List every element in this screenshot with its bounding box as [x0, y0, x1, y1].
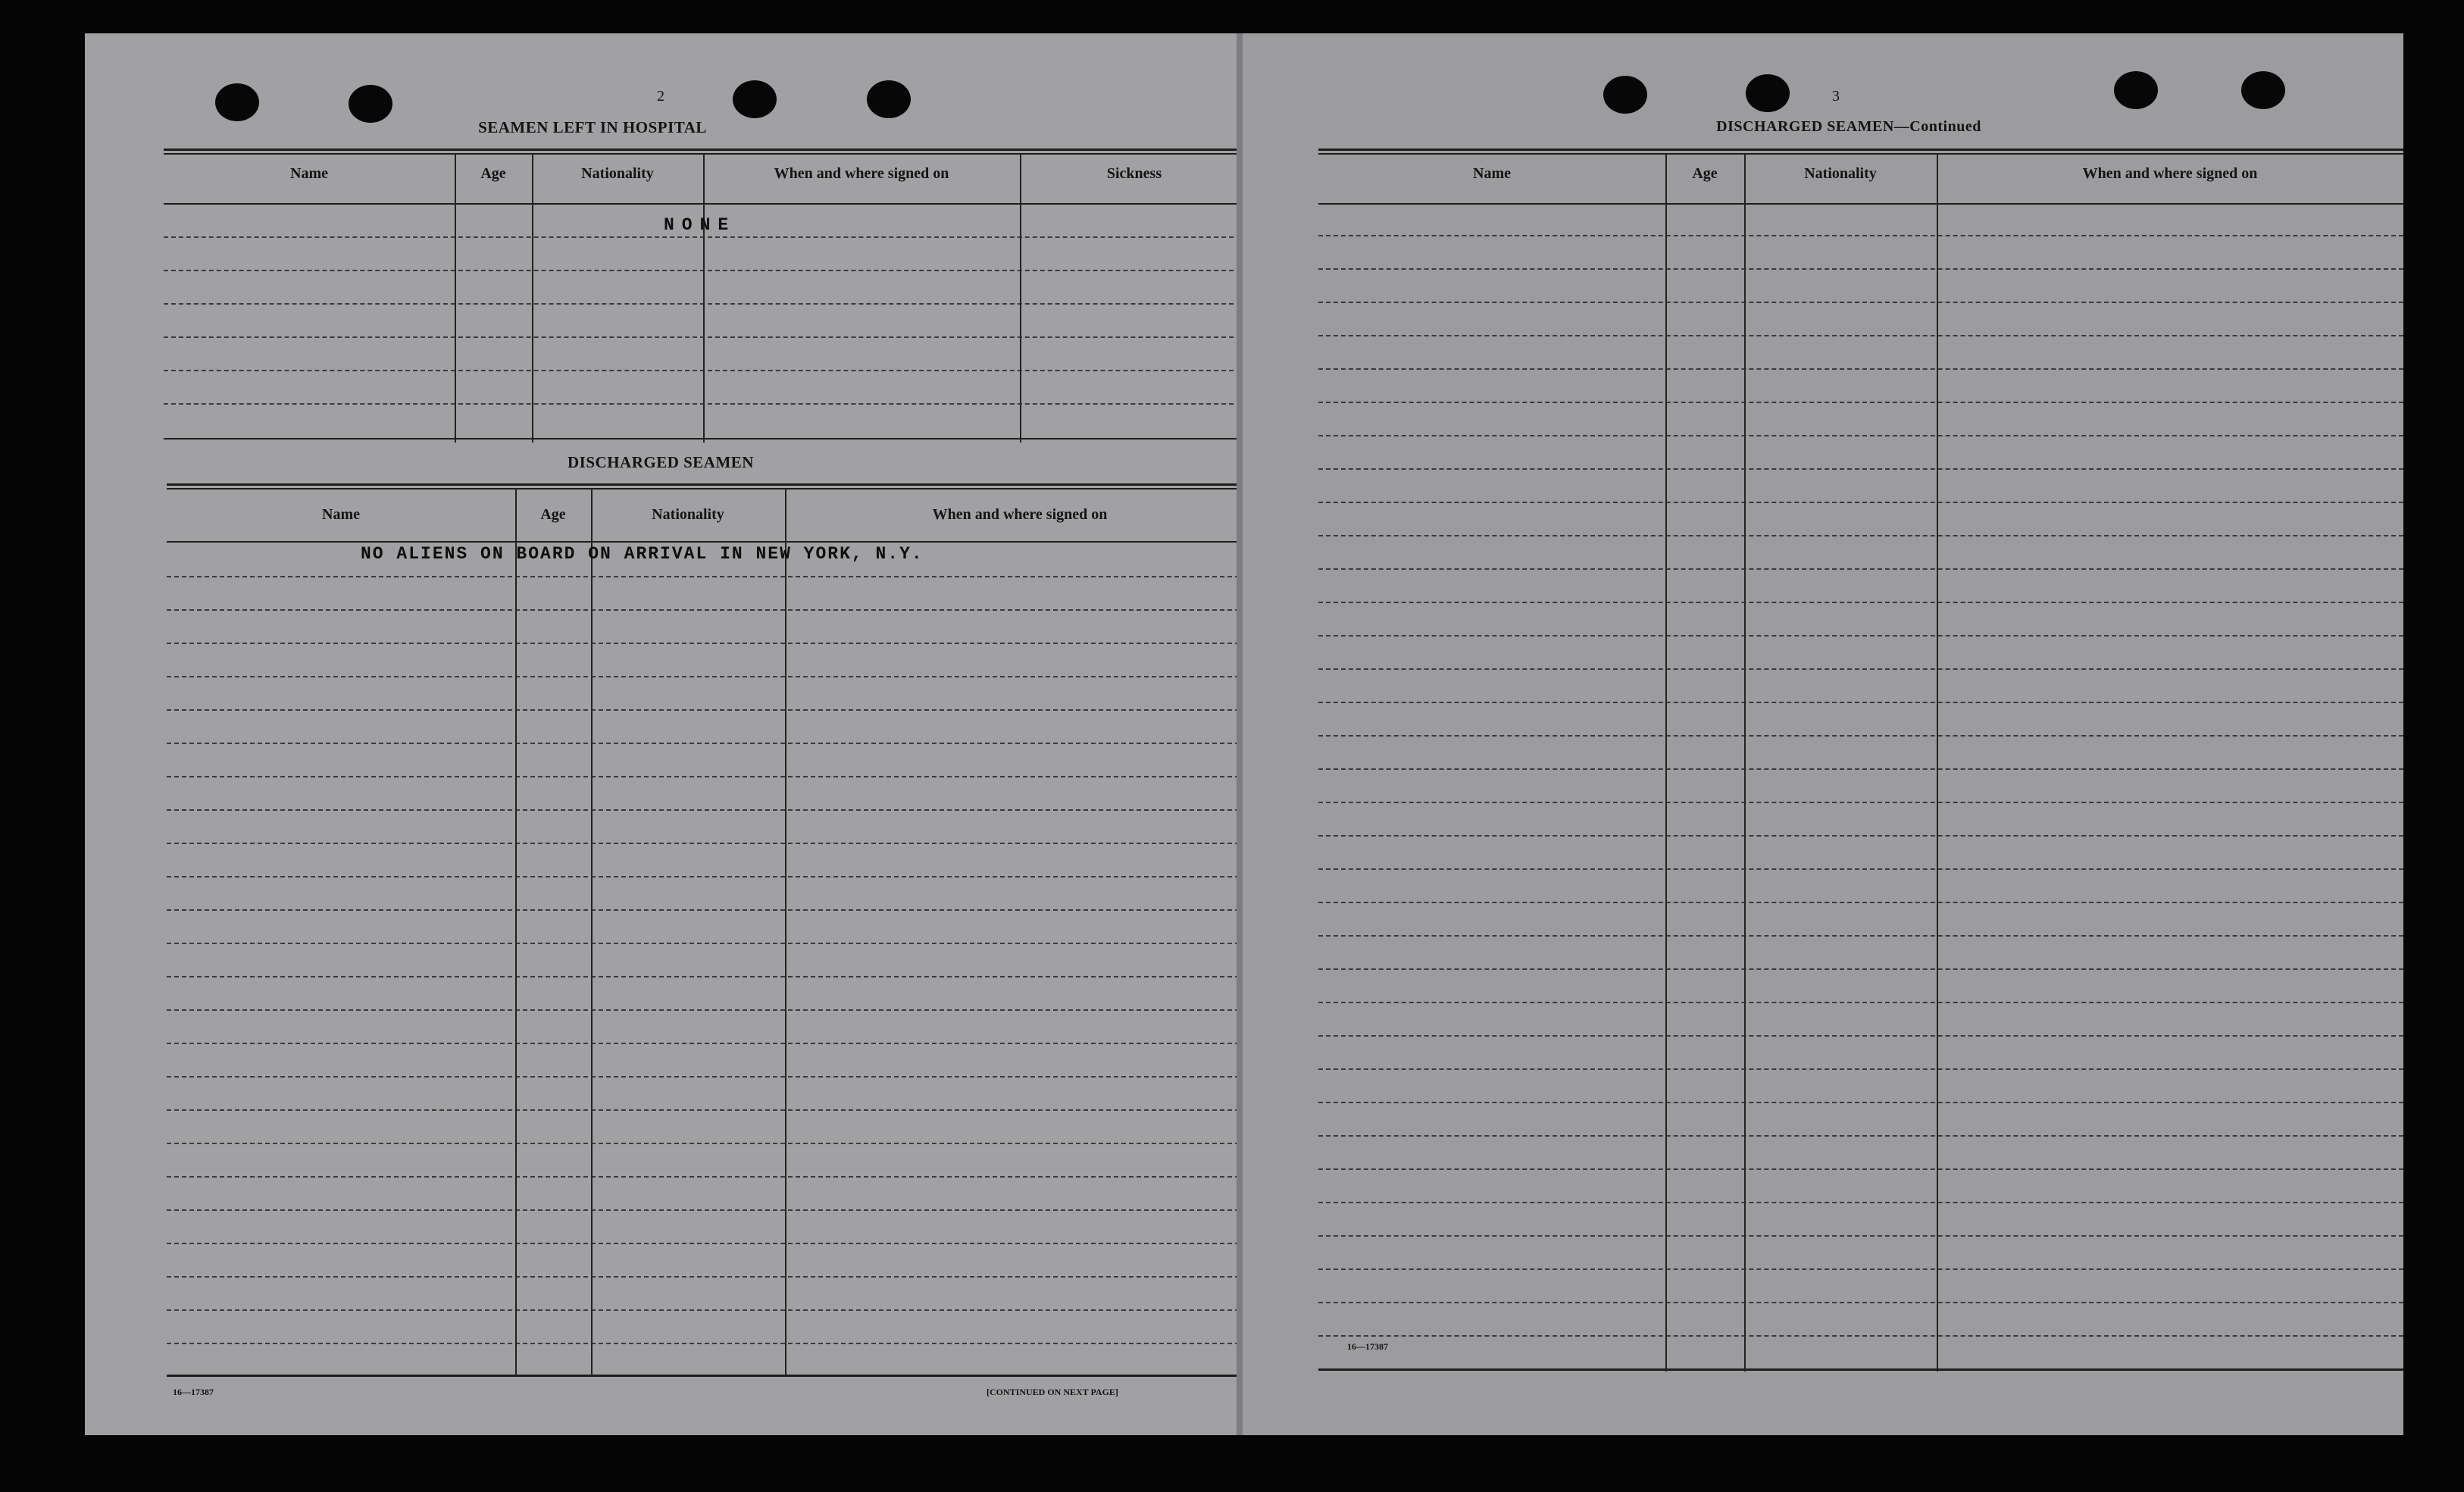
hospital-table [164, 149, 1249, 441]
table-row [167, 1143, 1255, 1144]
table-row [1318, 1302, 2403, 1303]
table-row [167, 976, 1255, 977]
table-top-rule [164, 149, 1249, 151]
table-row [167, 876, 1255, 877]
table-row [1318, 535, 2403, 536]
table-row [1318, 502, 2403, 503]
punch-hole [1746, 74, 1790, 112]
table-row [167, 843, 1255, 844]
table-row [1318, 735, 2403, 737]
right-form-page [1243, 33, 2403, 1435]
table-row [1318, 568, 2403, 570]
table-row [1318, 1002, 2403, 1003]
column-divider [1020, 153, 1021, 443]
table-row [1318, 602, 2403, 603]
punch-hole [215, 83, 259, 121]
table-row [167, 1076, 1255, 1078]
table-row [1318, 1168, 2403, 1170]
table-row [1318, 268, 2403, 270]
table-row [167, 643, 1255, 644]
table-row [1318, 635, 2403, 637]
discharged-entry-no-aliens: NO ALIENS ON BOARD ON ARRIVAL IN NEW YORK, N.Y. [361, 544, 924, 564]
table-row [1318, 1335, 2403, 1337]
table-row [164, 403, 1249, 405]
table-top-rule [167, 488, 1255, 490]
table-row [1318, 435, 2403, 436]
table-row [167, 609, 1255, 611]
column-header-signed-on: When and where signed on [774, 165, 949, 182]
table-top-rule [164, 153, 1249, 155]
table-row [167, 1343, 1255, 1344]
table-row [1318, 235, 2403, 236]
table-row [167, 1109, 1255, 1111]
discharged-continued-title: DISCHARGED SEAMEN—Continued [1716, 118, 1981, 135]
table-row [1318, 1135, 2403, 1137]
column-header-signed-on: When and where signed on [2082, 165, 2258, 182]
table-bottom-rule [1318, 1368, 2403, 1371]
column-header-name: Name [1473, 165, 1511, 182]
table-top-rule [167, 483, 1255, 486]
column-header-nationality: Nationality [652, 506, 724, 523]
table-row [164, 336, 1249, 338]
table-row [167, 1309, 1255, 1311]
table-row [167, 1043, 1255, 1044]
punch-hole [2241, 71, 2285, 109]
table-row [167, 1243, 1255, 1244]
table-row [167, 776, 1255, 777]
table-row [164, 236, 1249, 238]
table-row [167, 709, 1255, 711]
table-row [1318, 902, 2403, 903]
discharged-continued-table [1318, 149, 2403, 1370]
column-header-signed-on: When and where signed on [932, 506, 1108, 523]
table-row [167, 1009, 1255, 1011]
header-bottom-rule [167, 541, 1255, 543]
page-number: 3 [1832, 88, 1840, 105]
table-row [164, 370, 1249, 371]
punch-hole [349, 85, 392, 123]
table-row [1318, 835, 2403, 837]
table-row [1318, 1102, 2403, 1103]
table-row [1318, 802, 2403, 803]
column-header-age: Age [540, 506, 566, 523]
table-top-rule [1318, 153, 2403, 155]
column-header-age: Age [480, 165, 506, 182]
table-row [164, 270, 1249, 271]
column-divider [703, 153, 705, 443]
table-row [167, 909, 1255, 911]
table-row [167, 1209, 1255, 1211]
table-row [1318, 1068, 2403, 1070]
page-number: 2 [657, 88, 664, 105]
continued-note: [CONTINUED ON NEXT PAGE] [987, 1387, 1118, 1397]
punch-hole [867, 80, 911, 118]
table-row [1318, 1235, 2403, 1237]
form-number: 16—17387 [173, 1387, 214, 1397]
table-row [1318, 1268, 2403, 1270]
table-bottom-rule [167, 1375, 1255, 1377]
table-row [1318, 402, 2403, 403]
table-row [1318, 702, 2403, 703]
column-divider [455, 153, 456, 443]
header-bottom-rule [164, 203, 1249, 205]
table-row [1318, 768, 2403, 770]
table-row [1318, 668, 2403, 670]
table-top-rule [1318, 149, 2403, 151]
table-row [164, 303, 1249, 305]
table-row [167, 743, 1255, 744]
column-header-name: Name [290, 165, 328, 182]
table-row [167, 1276, 1255, 1278]
left-form-page [85, 33, 1258, 1435]
table-row [1318, 368, 2403, 370]
table-row [1318, 868, 2403, 870]
hospital-entry-none: NONE [664, 215, 736, 235]
table-row [1318, 935, 2403, 937]
table-row [1318, 335, 2403, 336]
table-row [167, 809, 1255, 811]
column-header-nationality: Nationality [581, 165, 654, 182]
table-row [1318, 1202, 2403, 1203]
column-header-sickness: Sickness [1106, 165, 1162, 182]
table-row [167, 943, 1255, 944]
column-divider [532, 153, 533, 443]
punch-hole [733, 80, 777, 118]
form-number: 16—17387 [1347, 1341, 1388, 1352]
table-row [167, 676, 1255, 677]
table-row [1318, 968, 2403, 970]
punch-hole [1603, 76, 1647, 114]
table-row [167, 1176, 1255, 1178]
column-header-nationality: Nationality [1804, 165, 1877, 182]
table-row [167, 576, 1255, 577]
table-row [1318, 1035, 2403, 1037]
column-header-name: Name [322, 506, 360, 523]
table-row [1318, 302, 2403, 303]
table-bottom-rule [164, 438, 1249, 439]
table-row [1318, 468, 2403, 470]
discharged-section-title: DISCHARGED SEAMEN [568, 453, 754, 471]
punch-hole [2114, 71, 2158, 109]
column-header-age: Age [1692, 165, 1718, 182]
hospital-section-title: SEAMEN LEFT IN HOSPITAL [478, 118, 707, 136]
discharged-table [167, 483, 1255, 1376]
header-bottom-rule [1318, 203, 2403, 205]
